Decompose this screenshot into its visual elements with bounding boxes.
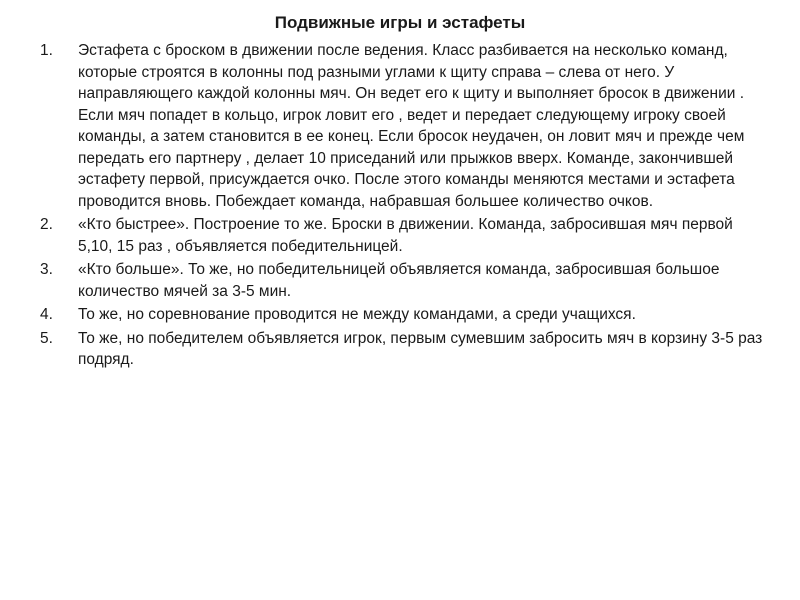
slide-title: Подвижные игры и эстафеты <box>274 13 526 32</box>
list-item <box>40 214 765 257</box>
list-item-text: То же, но победителем объявляется игрок, первым сумевшим забросить мяч в корзину 3-5 раз подряд. <box>78 329 763 368</box>
list-item-text: «Кто больше». То же, но победительницей объявляется команда, забросившая большое количество мячей за 3-5 мин. <box>78 261 720 300</box>
list-item-number: 1. <box>40 42 53 59</box>
list-item-text: «Кто быстрее». Построение то же. Броски в движении. Команда, забросившая мяч первой 5,10, 15 раз , объявляется победительницей. <box>78 216 733 255</box>
list-item <box>40 259 765 302</box>
list-item-number: 5. <box>40 329 53 347</box>
list-item <box>40 304 765 326</box>
list-item-number: 3. <box>40 261 53 278</box>
rules-list <box>40 40 765 373</box>
list-item-number: 4. <box>40 306 53 323</box>
list-item-text: То же, но соревнование проводится не между командами, а среди учащихся. <box>78 306 636 323</box>
list-item-number: 2. <box>40 216 53 233</box>
list-item <box>40 328 765 371</box>
list-item <box>40 40 765 212</box>
list-item-text: Эстафета с броском в движении после ведения. Класс разбивается на несколько команд, которые строятся в колонны под разными углами к щиту справа – слева от него. У направляющего каждой колонны мяч. Он ведет его к щиту и выполняет бросок в движении . Если мяч попадет в кольцо, игрок ловит его , ведет и передает следующему игроку своей команды, а затем становится в ее конец. Если бросок неудачен, он ловит мяч и прежде чем передать его партнеру , делает 10 приседаний или прыжков вверх. Команде, закончившей эстафету первой, присуждается очко. После этого команды меняются местами и эстафета проводится вновь. Побеждает команда, набравшая большее количество очков. <box>78 42 745 210</box>
